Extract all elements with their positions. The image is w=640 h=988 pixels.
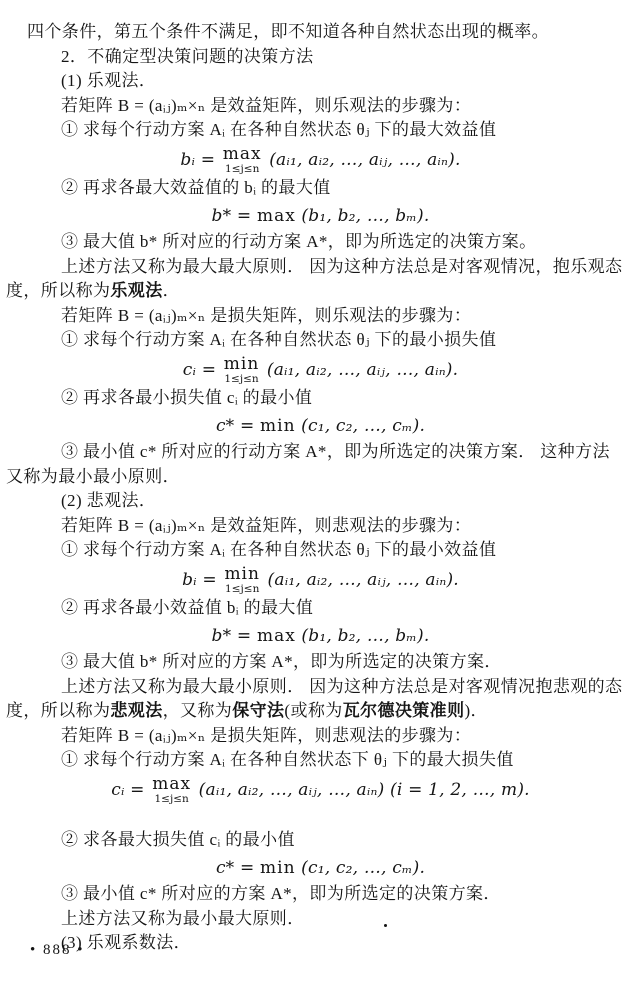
operator-limits: 1≤j≤n: [225, 582, 260, 595]
text-line: [27, 724, 614, 749]
text-line: [27, 230, 614, 255]
text-line: [6, 279, 614, 304]
text-segment: (3) 乐观系数法．: [61, 933, 192, 952]
page-number: • 888 •: [30, 942, 85, 958]
text-line: [27, 596, 614, 621]
text-segment: ③ 最大值 b* 所对应的方案 A*，即为所选定的决策方案．: [61, 652, 502, 671]
operator-name: max: [222, 143, 262, 164]
operator-limits: 1≤j≤n: [154, 792, 189, 805]
formula-line: [27, 353, 614, 387]
bold-term: 保守法: [232, 701, 285, 720]
operator-name: max: [256, 205, 296, 226]
operator-limits: 1≤j≤n: [224, 372, 259, 385]
formula-line: [27, 853, 614, 883]
operator-name: min: [223, 353, 260, 374]
formula-line: [27, 563, 614, 597]
text-segment: 度，所以称为: [6, 701, 111, 720]
operator-name: max: [152, 773, 192, 794]
formula-lhs: bᵢ =: [180, 149, 221, 170]
text-line: [27, 748, 614, 773]
text-segment: ① 求每个行动方案 Aᵢ 在各种自然状态 θⱼ 下的最小效益值: [61, 540, 497, 559]
text-line: [27, 94, 614, 119]
operator-with-limits: [222, 143, 262, 175]
text-segment: 若矩阵 B = (aᵢⱼ)ₘ×ₙ 是效益矩阵，则悲观法的步骤为：: [61, 515, 472, 535]
formula-line: [27, 411, 614, 441]
formula-rhs: (b₁, b₂, …, bₘ).: [295, 625, 430, 646]
text-line: [27, 176, 614, 201]
text-line: [27, 931, 614, 956]
operator-with-limits: [152, 773, 192, 805]
text-line: [27, 882, 614, 907]
text-line: [27, 45, 614, 70]
text-segment: 上述方法又称为最大最小原则． 因为这种方法总是对客观情况抱悲观的态: [61, 676, 623, 696]
text-line: [27, 118, 614, 143]
operator-name: min: [260, 415, 296, 436]
text-line: [27, 255, 623, 280]
operator-with-limits: [224, 563, 260, 595]
text-segment: ③ 最小值 c* 所对应的方案 A*，即为所选定的决策方案．: [61, 884, 501, 903]
text-line: [27, 675, 623, 700]
text-segment: 上述方法又称为最大最大原则． 因为这种方法总是对客观情况，抱乐观态: [61, 256, 623, 276]
text-segment: ① 求每个行动方案 Aᵢ 在各种自然状态 θⱼ 下的最小损失值: [61, 330, 497, 349]
formula-rhs: (aᵢ₁, aᵢ₂, …, aᵢⱼ, …, aᵢₙ).: [261, 569, 459, 590]
text-segment: ．: [162, 281, 181, 300]
text-line: [27, 650, 614, 675]
text-segment: ② 再求各最小效益值 bᵢ 的最大值: [61, 598, 314, 617]
formula-line: [27, 621, 614, 651]
text-segment: 若矩阵 B = (aᵢⱼ)ₘ×ₙ 是效益矩阵，则乐观法的步骤为：: [61, 95, 472, 115]
formula-lhs: cᵢ =: [182, 359, 222, 380]
formula-line: [27, 143, 614, 177]
text-line: [27, 514, 614, 539]
text-segment: ，又称为: [162, 701, 233, 720]
text-line: [27, 489, 614, 514]
formula-lhs: b* =: [211, 205, 257, 226]
formula-rhs: (aᵢ₁, aᵢ₂, …, aᵢⱼ, …, aᵢₙ).: [263, 149, 461, 170]
formula-rhs: (b₁, b₂, …, bₘ).: [295, 205, 430, 226]
text-segment: ② 再求各最大效益值的 bᵢ 的最大值: [61, 178, 331, 197]
formula-rhs: (aᵢ₁, aᵢ₂, …, aᵢⱼ, …, aᵢₙ).: [261, 359, 459, 380]
formula-lhs: c* =: [215, 415, 261, 436]
operator-with-limits: [223, 353, 260, 385]
formula-lhs: bᵢ =: [182, 569, 223, 590]
text-line: [27, 69, 614, 94]
operator-name: max: [256, 625, 296, 646]
operator-name: min: [260, 857, 296, 878]
text-line: [27, 907, 614, 932]
formula-lhs: cᵢ =: [111, 779, 151, 800]
text-line: [27, 20, 614, 45]
formula-rhs: (c₁, c₂, …, cₘ).: [295, 415, 426, 436]
scan-artifact-dot: [384, 924, 387, 927]
text-line: [27, 304, 614, 329]
bold-term: 乐观法: [110, 281, 163, 300]
formula-lhs: c* =: [215, 857, 261, 878]
operator-limits: 1≤j≤n: [225, 162, 260, 175]
bold-term: 悲观法: [110, 701, 163, 720]
text-segment: ③ 最大值 b* 所对应的行动方案 A*，即为所选定的决策方案。: [61, 232, 537, 251]
text-line: [27, 828, 614, 853]
formula-lhs: b* =: [211, 625, 257, 646]
text-segment: ③ 最小值 c* 所对应的行动方案 A*，即为所选定的决策方案． 这种方法: [61, 442, 610, 461]
formula-rhs: (c₁, c₂, …, cₘ).: [295, 857, 426, 878]
text-segment: 又称为最小最小原则．: [6, 466, 180, 486]
text-line: [6, 465, 614, 490]
text-segment: 四个条件，第五个条件不满足，即不知道各种自然状态出现的概率。: [27, 22, 549, 41]
text-line: [27, 440, 614, 465]
text-line: [6, 699, 614, 724]
text-segment: (2) 悲观法．: [61, 491, 157, 510]
text-segment: 若矩阵 B = (aᵢⱼ)ₘ×ₙ 是损失矩阵，则悲观法的步骤为：: [61, 725, 472, 745]
text-line: [27, 328, 614, 353]
formula-line: [27, 773, 614, 807]
text-segment: 上述方法又称为最小最大原则．: [61, 908, 305, 928]
text-segment: 若矩阵 B = (aᵢⱼ)ₘ×ₙ 是损失矩阵，则乐观法的步骤为：: [61, 305, 472, 325]
page-content: [6, 20, 623, 956]
text-segment: 度，所以称为: [6, 281, 111, 300]
formula-rhs: (aᵢ₁, aᵢ₂, …, aᵢⱼ, …, aᵢₙ) (i = 1, 2, …, m).: [193, 779, 530, 800]
text-line: [27, 538, 614, 563]
operator-name: min: [224, 563, 260, 584]
text-segment: (或称为: [284, 701, 343, 720]
text-segment: 2．不确定型决策问题的决策方法: [61, 46, 314, 66]
text-segment: ② 再求各最小损失值 cᵢ 的最小值: [61, 388, 313, 407]
bold-term: 瓦尔德决策准则: [342, 701, 465, 720]
text-segment: )．: [464, 701, 488, 720]
text-segment: ② 求各最大损失值 cᵢ 的最小值: [61, 830, 295, 849]
formula-line: [27, 201, 614, 231]
text-segment: ① 求每个行动方案 Aᵢ 在各种自然状态 θⱼ 下的最大效益值: [61, 120, 497, 139]
text-segment: (1) 乐观法．: [61, 71, 157, 90]
text-segment: ① 求每个行动方案 Aᵢ 在各种自然状态下 θⱼ 下的最大损失值: [61, 750, 514, 769]
text-line: [27, 386, 614, 411]
